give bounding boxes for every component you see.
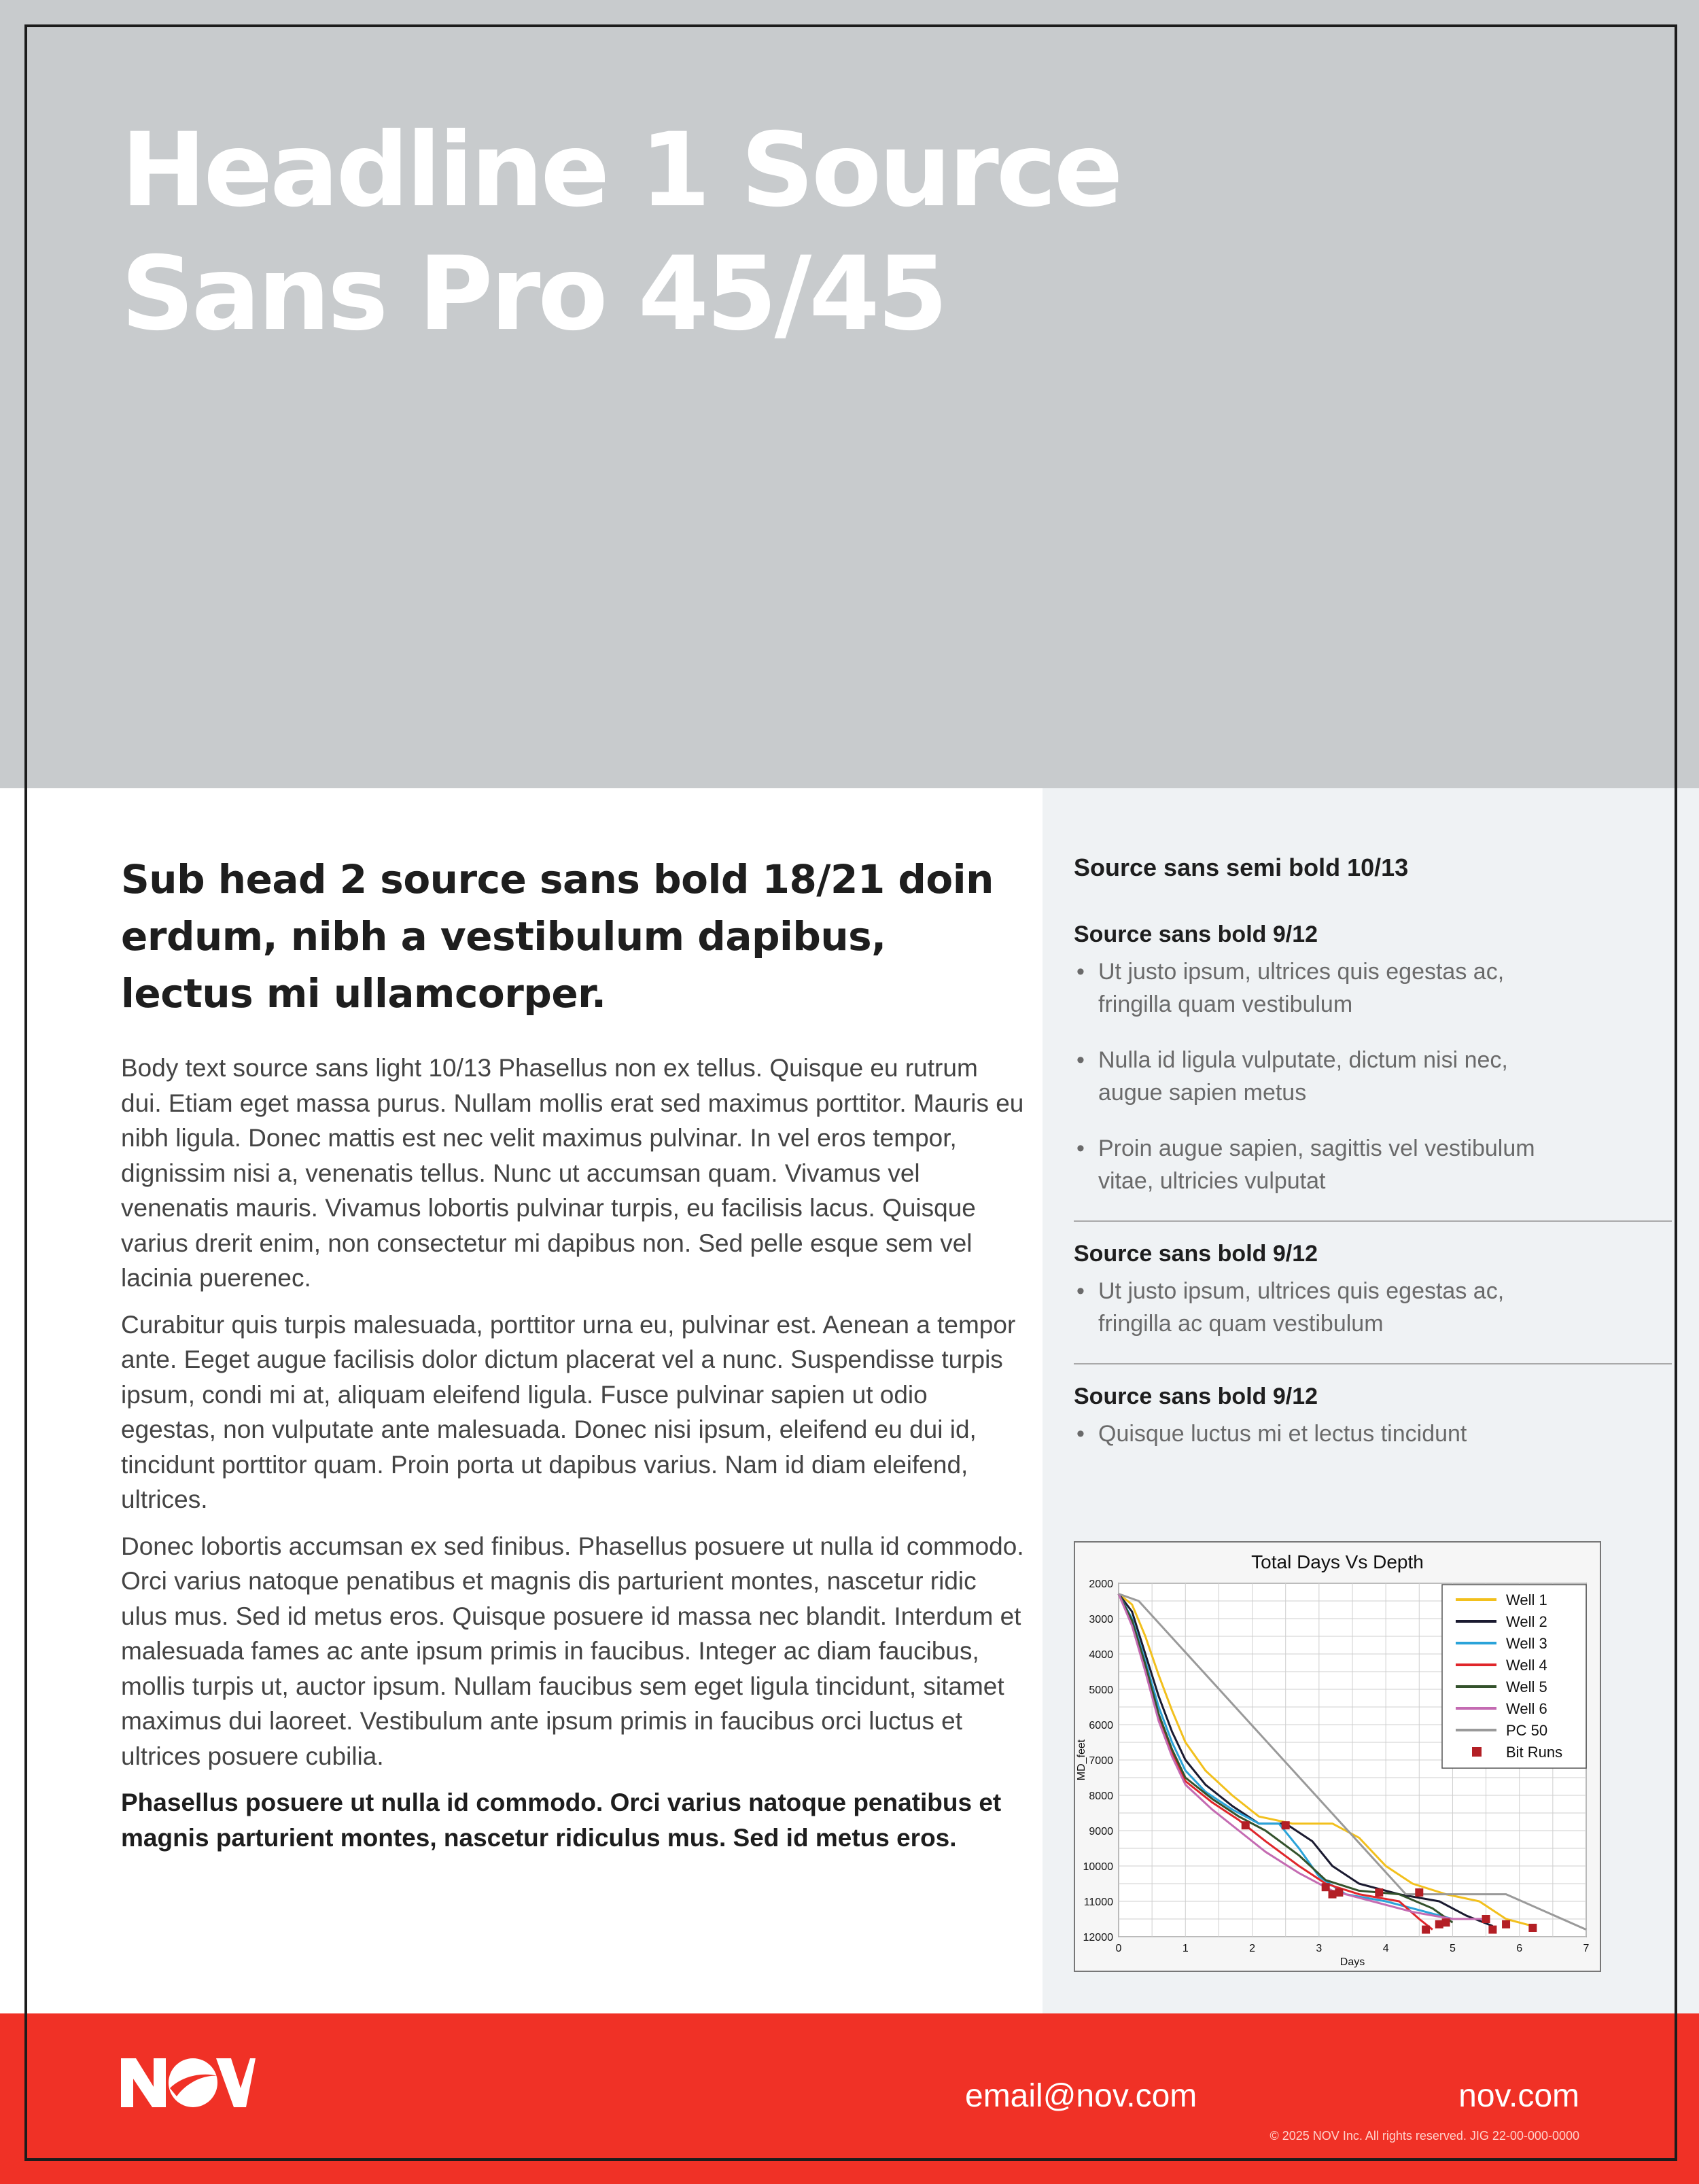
x-tick-label: 2 — [1249, 1943, 1256, 1954]
y-tick-label: 8000 — [1089, 1791, 1113, 1802]
bit-run-point — [1242, 1821, 1250, 1829]
legend — [1442, 1585, 1586, 1768]
list-item: • Proin augue sapien, sagittis vel vestibulum vitae, ultricies vulputat — [1074, 1132, 1574, 1197]
footer-website[interactable]: nov.com — [1458, 2078, 1579, 2114]
body-paragraph: Body text source sans light 10/13 Phasellus non ex tellus. Quisque eu rutrum dui. Etiam eget massa purus. Nullam mollis erat sed maximus porttitor. Mauris eu nibh ligula. Donec mattis est nec velit maximus pulvinar. In vel eros tempor, dignissim nisi a, venenatis tellus. Nunc ut accumsan quam. Vivamus vel venenatis mauris. Vivamus lobortis pulvinar turpis, eu facilisis lacus. Quisque varius drerit enim, non consectetur mi dapibus non. Sed pelle esque sem vel lacinia puerenec. — [121, 1054, 1024, 1292]
y-tick-label: 10000 — [1083, 1861, 1113, 1873]
legend-label: Well 5 — [1506, 1678, 1547, 1695]
chart-title: Total Days Vs Depth — [1251, 1551, 1424, 1572]
y-tick-label: 9000 — [1089, 1826, 1113, 1837]
list-item: • Nulla id ligula vulputate, dictum nisi nec, augue sapien metus — [1074, 1044, 1574, 1109]
body-paragraph: Donec lobortis accumsan ex sed finibus. Phasellus posuere ut nulla id commodo. Orci varius natoque penatibus et magnis dis parturient montes, nascetur ridic ulus mus. Sed id metus eros. Quisque posuere id massa nec blandit. Interdum et malesuada fames ac ante ipsum primis in faucibus. Integer ac diam faucibus, mollis turpis ut, auctor ipsum. Nullam faucibus sem eget ligula tincidunt, sitamet maximus dui laoreet. Vestibulum ante ipsum primis in faucibus orci luctus et ultrices posuere cubilia. — [121, 1532, 1024, 1770]
footer-email[interactable]: email@nov.com — [965, 2078, 1197, 2114]
x-tick-label: 7 — [1583, 1943, 1590, 1954]
y-tick-label: 5000 — [1089, 1685, 1113, 1696]
x-tick-label: 5 — [1449, 1943, 1456, 1954]
sidebar-section-heading: Source sans bold 9/12 — [1074, 921, 1318, 947]
y-tick-label: 6000 — [1089, 1720, 1113, 1731]
divider — [1074, 1220, 1672, 1222]
depth-chart — [1075, 1543, 1600, 1971]
legend-label: Well 1 — [1506, 1591, 1547, 1608]
bit-run-point — [1488, 1926, 1496, 1934]
sidebar-section-heading: Source sans bold 9/12 — [1074, 1241, 1318, 1267]
y-tick-label: 11000 — [1083, 1897, 1113, 1908]
legend-label: PC 50 — [1506, 1722, 1548, 1739]
sidebar-title: Source sans semi bold 10/13 — [1074, 853, 1409, 881]
list-item: • Ut justo ipsum, ultrices quis egestas ac, fringilla quam vestibulum — [1074, 955, 1574, 1021]
x-tick-label: 6 — [1516, 1943, 1523, 1954]
chart-frame — [1074, 1541, 1601, 1972]
legend-label: Well 3 — [1506, 1635, 1547, 1652]
y-tick-label: 7000 — [1089, 1755, 1113, 1767]
subhead: Sub head 2 source sans bold 18/21 doin erdum, nibh a vestibulum dapibus, lectus mi ullamcorper. — [121, 856, 994, 1017]
sidebar-bullet-list — [1074, 955, 1672, 1197]
body-bold-paragraph: Phasellus posuere ut nulla id commodo. Orci varius natoque penatibus et magnis parturient montes, nascetur ridiculus mus. Sed id metus eros. — [121, 1789, 1002, 1852]
list-item: • Ut justo ipsum, ultrices quis egestas ac, fringilla ac quam vestibulum — [1074, 1275, 1574, 1340]
list-item: • Quisque luctus mi et lectus tincidunt — [1074, 1417, 1574, 1450]
bit-run-point — [1528, 1924, 1537, 1932]
bit-run-point — [1375, 1888, 1383, 1897]
x-tick-label: 0 — [1115, 1943, 1122, 1954]
bit-run-point — [1502, 1920, 1510, 1928]
sidebar — [1074, 848, 1672, 1473]
x-axis-label: Days — [1339, 1956, 1365, 1968]
body-paragraph: Curabitur quis turpis malesuada, porttitor urna eu, pulvinar est. Aenean a tempor ante. Eeget augue facilisis dolor dictum placerat vel a nunc. Suspendisse turpis ipsum, condi mi at, aliquam eleifend ligula. Fusce pulvinar sapien ut odio egestas, non vulputate ante malesuada. Donec nisi ipsum, eleifend eu dui id, tincidunt porttitor quam. Proin porta ut dapibus varius. Nam id diam eleifend, ultrices. — [121, 1310, 1016, 1513]
y-tick-label: 2000 — [1089, 1579, 1113, 1590]
bit-run-point — [1335, 1888, 1343, 1897]
y-tick-label: 4000 — [1089, 1649, 1113, 1661]
nov-logo — [121, 2056, 256, 2109]
body-text — [121, 1051, 1025, 1867]
y-tick-label: 12000 — [1083, 1932, 1113, 1943]
legend-label: Well 6 — [1506, 1700, 1547, 1717]
headline-line-1: Headline 1 Source — [121, 111, 1121, 230]
bit-run-point — [1415, 1888, 1423, 1897]
legend-label: Bit Runs — [1506, 1744, 1563, 1761]
headline-line-2: Sans Pro 45/45 — [121, 235, 945, 353]
sidebar-bullet-list — [1074, 1275, 1672, 1340]
bit-run-point — [1322, 1883, 1330, 1891]
divider — [1074, 1363, 1672, 1364]
y-tick-label: 3000 — [1089, 1614, 1113, 1625]
legend-box — [1442, 1585, 1586, 1768]
bit-run-point — [1422, 1926, 1430, 1934]
bit-run-point — [1282, 1821, 1290, 1829]
sidebar-section-heading: Source sans bold 9/12 — [1074, 1384, 1318, 1409]
headline — [121, 109, 1208, 356]
legend-label: Well 2 — [1506, 1613, 1547, 1630]
legend-swatch — [1472, 1747, 1482, 1757]
bit-run-point — [1442, 1918, 1450, 1926]
y-axis-label: MD_feet — [1076, 1739, 1087, 1781]
bit-run-point — [1482, 1915, 1490, 1923]
x-tick-label: 3 — [1316, 1943, 1323, 1954]
legend-label: Well 4 — [1506, 1657, 1547, 1674]
footer-copyright: © 2025 NOV Inc. All rights reserved. JIG 22-00-000-0000 — [1269, 2129, 1579, 2143]
footer — [0, 2013, 1699, 2184]
sidebar-bullet-list — [1074, 1417, 1672, 1450]
x-tick-label: 4 — [1382, 1943, 1389, 1954]
x-tick-label: 1 — [1182, 1943, 1189, 1954]
